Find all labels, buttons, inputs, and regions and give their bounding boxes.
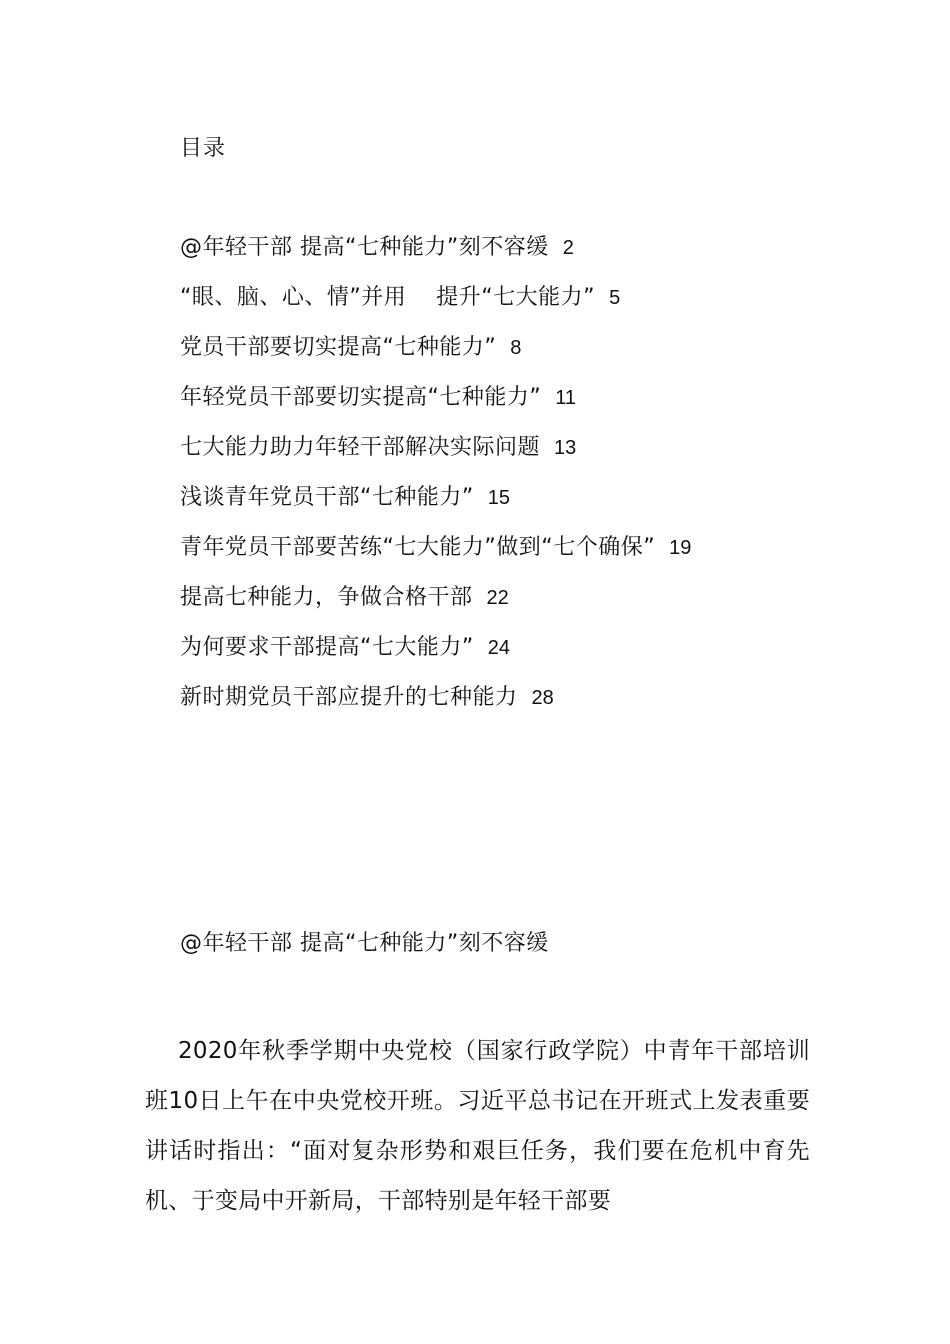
toc-heading: 目录: [180, 136, 227, 161]
toc-entry-page: 19: [669, 537, 692, 559]
article-title: @年轻干部 提高“七种能力”刻不容缓: [180, 931, 549, 956]
article-paragraph: 2020年秋季学期中央党校（国家行政学院）中青年干部培训班10日上午在中央党校开班。习近平总书记在开班式上发表重要讲话时指出：“面对复杂形势和艰巨任务，我们要在危机中育先机、于变局中开新局，干部特别是年轻干部要: [145, 1038, 810, 1214]
toc-entry-title: 七大能力助力年轻干部解决实际问题: [180, 435, 541, 460]
toc-entry-page: 28: [531, 687, 554, 709]
toc-entry-page: 13: [554, 437, 577, 459]
toc-entry[interactable]: [180, 483, 840, 533]
toc-entry[interactable]: [180, 533, 840, 583]
toc-entry-title: 新时期党员干部应提升的七种能力: [180, 685, 518, 710]
toc-entry[interactable]: [180, 433, 840, 483]
toc-entry-title: 年轻党员干部要切实提高“七种能力”: [180, 385, 542, 410]
toc-entry[interactable]: [180, 283, 840, 333]
toc-entry-title: 为何要求干部提高“七大能力”: [180, 635, 474, 660]
toc-entry-page: 11: [555, 387, 577, 409]
toc-entry-page: 15: [487, 487, 511, 509]
toc-entry-title: 党员干部要切实提高“七种能力”: [180, 335, 497, 360]
toc-entry-title: 提高七种能力，争做合格干部: [180, 585, 473, 610]
toc-entry[interactable]: [180, 383, 840, 433]
toc-entry-title: @年轻干部 提高“七种能力”刻不容缓: [180, 235, 549, 260]
toc-entry-page: 8: [510, 337, 522, 359]
toc-entry[interactable]: [180, 633, 840, 683]
toc-entry[interactable]: [180, 583, 840, 633]
toc-entry[interactable]: [180, 233, 840, 283]
toc-entry-page: 5: [609, 287, 621, 309]
toc-entry-page: 24: [487, 637, 511, 659]
toc-entry-title: 浅谈青年党员干部“七种能力”: [180, 485, 474, 510]
toc-entry-title: “眼、脑、心、情”并用 提升“七大能力”: [180, 285, 596, 310]
toc-entry-title: 青年党员干部要苦练“七大能力”做到“七个确保”: [180, 535, 656, 560]
toc-entry-page: 22: [486, 587, 509, 609]
toc-entry[interactable]: [180, 683, 840, 733]
toc-entry[interactable]: [180, 333, 840, 383]
toc-entry-page: 2: [562, 237, 574, 259]
table-of-contents: [180, 233, 840, 733]
